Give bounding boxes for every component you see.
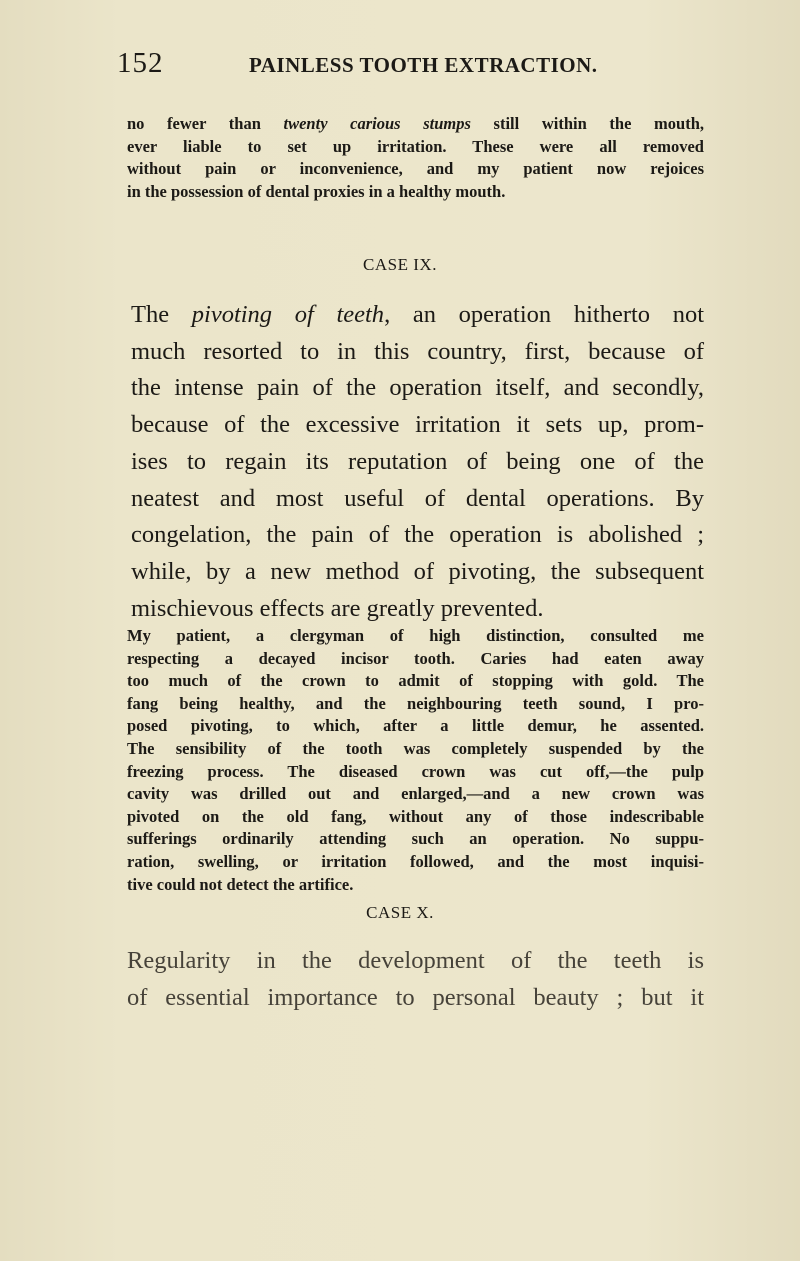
- text-line: ration, swelling, or irritation followed, and the most inquisi-: [127, 851, 704, 871]
- text-line: The sensibility of the tooth was completely suspended by the: [127, 738, 704, 758]
- text-line: respecting a decayed incisor tooth. Caries had eaten away: [127, 648, 704, 668]
- text-line: because of the excessive irritation it sets up, prom-: [131, 411, 704, 439]
- text-line: ever liable to set up irritation. These were all removed: [127, 136, 704, 156]
- running-head: PAINLESS TOOTH EXTRACTION.: [249, 53, 598, 77]
- italic-phrase: twenty carious stumps: [283, 114, 471, 133]
- page-number: 152: [117, 47, 164, 79]
- text-line: sufferings ordinarily attending such an operation. No suppu-: [127, 829, 704, 849]
- text-line: ises to regain its reputation of being one of the: [131, 447, 704, 475]
- case-x-heading: CASE X.: [366, 903, 434, 922]
- text-line: while, by a new method of pivoting, the subsequent: [131, 557, 704, 585]
- intro-paragraph: [127, 113, 704, 203]
- case-x-paragraph: [127, 943, 704, 1016]
- text-line: no fewer than twenty carious stumps still within the mouth,: [127, 114, 705, 133]
- text-line: Regularity in the development of the teeth is: [127, 947, 704, 974]
- text-line: My patient, a clergyman of high distinction, consulted me: [127, 626, 704, 645]
- case-ix-paragraph: [127, 297, 704, 627]
- case-ix-detail-paragraph: [127, 625, 704, 896]
- text-line: The pivoting of teeth, an operation hitherto not: [131, 301, 705, 328]
- text-line: neatest and most useful of dental operations. By: [131, 484, 704, 512]
- text-line: congelation, the pain of the operation is abolished ;: [131, 521, 704, 549]
- text-line: pivoted on the old fang, without any of those indescribable: [127, 806, 704, 826]
- page-header: [117, 47, 717, 79]
- text-line: the intense pain of the operation itself, and secondly,: [131, 374, 704, 402]
- text-line: posed pivoting, to which, after a little demur, he assented.: [127, 716, 704, 736]
- text-line: mischievous effects are greatly prevented.: [131, 594, 544, 622]
- text-line: of essential importance to personal beauty ; but it: [127, 983, 704, 1011]
- text-line: without pain or inconvenience, and my patient now rejoices: [127, 159, 704, 179]
- text-line: in the possession of dental proxies in a healthy mouth.: [127, 181, 506, 201]
- text-line: cavity was drilled out and enlarged,—and a new crown was: [127, 784, 704, 804]
- text-line: too much of the crown to admit of stopping with gold. The: [127, 671, 704, 691]
- text-line: fang being healthy, and the neighbouring teeth sound, I pro-: [127, 693, 704, 713]
- case-ix-heading: CASE IX.: [363, 255, 437, 274]
- italic-phrase: pivoting of teeth: [191, 301, 385, 328]
- text-line: much resorted to in this country, first, because of: [131, 337, 704, 365]
- text-line: tive could not detect the artifice.: [127, 874, 354, 894]
- text-line: freezing process. The diseased crown was cut off,—the pulp: [127, 761, 704, 781]
